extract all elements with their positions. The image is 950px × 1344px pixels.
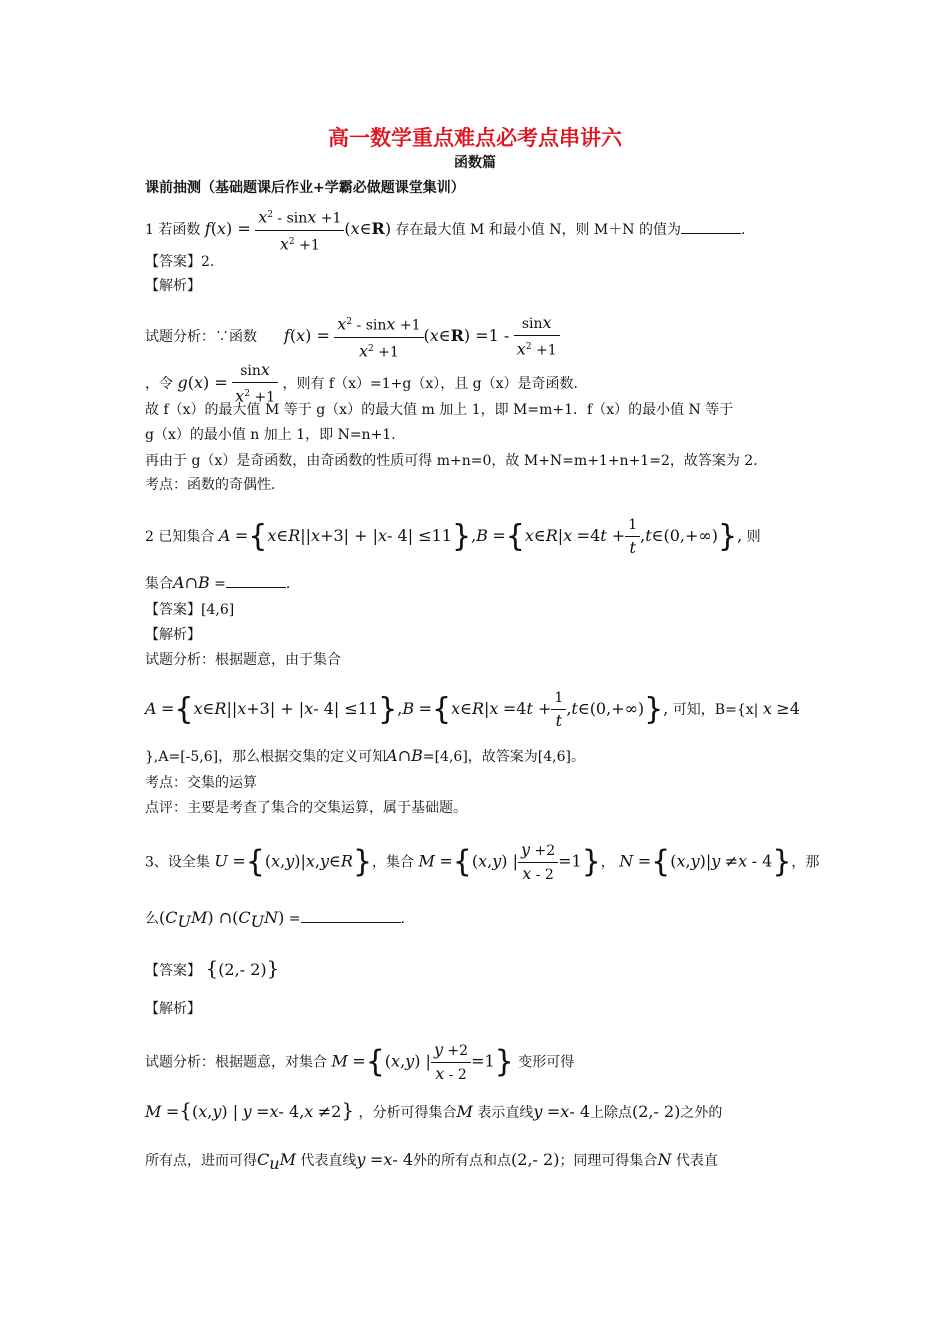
q2-topic: 考点：交集的运算 bbox=[145, 775, 257, 791]
q1-prefix: 1 若函数 bbox=[145, 222, 201, 239]
q1-fraction: $\frac{x^2 - \sin x +1}{x^2 +1}$ bbox=[255, 205, 344, 255]
q3-answer: 【答案】 {(2,- 2)} bbox=[145, 956, 280, 980]
q2-analysis-line2: A ={x∈R||x+3| + |x- 4| ≤11},B ={x∈R|x =4t + $\frac{1}{t}$ ,t∈(0,+∞)}, 可知，B={x| x ≥4 bbox=[145, 690, 800, 730]
q3-answer-blank bbox=[301, 922, 401, 923]
q1-analysis-line4: g（x）的最小值 n 加上 1，即 N=n+1． bbox=[145, 427, 406, 443]
q2-analysis-line1: 试题分析：根据题意，由于集合 bbox=[145, 652, 341, 668]
q2-answer-blank bbox=[226, 587, 286, 588]
q2-statement-line2: 集合A∩B = . bbox=[145, 573, 291, 592]
q1-answer: 【答案】2. bbox=[145, 254, 215, 270]
q1-analysis-line2: ，令 g(x) = $\frac{\sin x}{x^2 +1}$ ，则有 f（x）=1+g（x），且 g（x）是奇函数． bbox=[145, 360, 588, 406]
q2-statement: 2 已知集合 A ={x∈R||x+3| + |x- 4| ≤11},B ={x∈R|x =4t + $\frac{1}{t}$ ,t∈(0,+∞)}, 则 bbox=[145, 517, 761, 557]
q3-analysis-line2: M ={(x,y) | y =x- 4,x ≠2} ，分析可得集合M 表示直线y =x- 4上除点(2,- 2)之外的 bbox=[145, 1098, 723, 1122]
q1-answer-blank bbox=[681, 233, 741, 234]
q3-analysis-label: 【解析】 bbox=[145, 1001, 201, 1017]
q3-statement: 3、设全集 U ={(x,y)|x,y∈R}，集合 M ={(x,y) | $\frac{y +2}{x - 2}$ =1}， N ={(x,y)|y ≠x - 4}，那 bbox=[145, 840, 820, 883]
q1-analysis-line3: 故 f（x）的最大值 M 等于 g（x）的最大值 m 加上 1，即 M=m+1．f（x）的最小值 N 等于 bbox=[145, 402, 734, 418]
q3-analysis-line3: 所有点，进而可得$C_uM$ 代表直线y =x- 4外的所有点和点(2,- 2)；同理可得集合N 代表直 bbox=[145, 1150, 718, 1173]
q3-analysis-line1: 试题分析：根据题意，对集合 M ={(x,y) | $\frac{y +2}{x - 2}$ =1} 变形可得 bbox=[145, 1040, 575, 1083]
q2-comment: 点评：主要是考查了集合的交集运算，属于基础题。 bbox=[145, 800, 467, 816]
q2-analysis-label: 【解析】 bbox=[145, 627, 201, 643]
q1-statement: 1 若函数 f(x) = $\frac{x^2 - \sin x +1}{x^2 +1}$ (x∈R) 存在最大值 M 和最小值 N，则 M＋N 的值为 . bbox=[145, 205, 745, 255]
q1-analysis-fraction: $\frac{x^2 - \sin x +1}{x^2 +1}$ bbox=[334, 312, 423, 362]
q1-analysis-line5: 再由于 g（x）是奇函数，由奇函数的性质可得 m+n=0，故 M+N=m+1+n+1=2，故答案为 2． bbox=[145, 453, 768, 469]
q2-answer: 【答案】[4,6] bbox=[145, 602, 235, 618]
q1-analysis-label: 【解析】 bbox=[145, 278, 201, 294]
q1-formula: f bbox=[204, 219, 211, 239]
q1-topic: 考点：函数的奇偶性． bbox=[145, 477, 285, 493]
page-subtitle: 函数篇 bbox=[454, 155, 496, 171]
section-heading: 课前抽测（基础题课后作业+学霸必做题课堂集训） bbox=[145, 180, 465, 196]
page-title: 高一数学重点难点必考点串讲六 bbox=[328, 126, 622, 150]
q1-suffix: 存在最大值 M 和最小值 N，则 M＋N 的值为 bbox=[395, 222, 681, 239]
q2-analysis-line3: },A=[-5,6]，那么根据交集的定义可知A∩B=[4,6]，故答案为[4,6]。 bbox=[145, 746, 585, 765]
q3-statement-line2: 么$(C_UM)$ $\cap(C_UN)$ = . bbox=[145, 908, 405, 931]
q1-analysis-line1: 试题分析：∵函数 f(x) = $\frac{x^2 - \sin x +1}{x^2 +1}$ (x∈R) =1 - $\frac{\sin x}{x^2 +1}$ bbox=[145, 312, 560, 362]
